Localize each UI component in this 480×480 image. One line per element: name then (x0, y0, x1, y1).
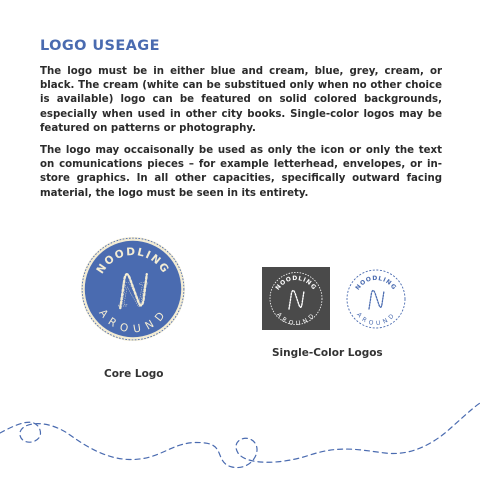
grey-logo-top-text: NOODLING (274, 274, 318, 292)
logo-top-text: NOODLING (94, 245, 172, 277)
page-title: LOGO USEAGE (40, 38, 160, 54)
logo-bottom-text: AROUND (96, 307, 170, 336)
logo-monogram: N (119, 276, 147, 314)
outline-logo-top-text: NOODLING (354, 274, 398, 292)
usage-paragraph-colors: The logo must be in either blue and cream, blue, grey, cream, or black. The cream (white can be substitued only when no other choice is available) logo can be featured on solid colored backgrounds, especially when used in other city books. Single-color logos may be featured on patterns or photography. (40, 66, 442, 134)
noodle-squiggle-decoration (0, 395, 480, 480)
svg-text:NOODLING (354, 275, 398, 292)
grey-logo-bottom-text: AROUND (275, 311, 317, 328)
grey-logo (262, 267, 330, 330)
core-logo-caption: Core Logo (104, 368, 164, 380)
outline-logo-bottom-text: AROUND (355, 311, 397, 328)
svg-text:AROUND (355, 311, 397, 327)
single-color-caption: Single-Color Logos (272, 347, 383, 359)
outline-logo (342, 268, 410, 330)
usage-paragraph-partial: The logo may occaisonally be used as only the icon or only the text on comunications pieces – for example letterhead, envelopes, or in-store graphics. In all other capacities, specifically outward facing material, the logo must be seen in its entirety. (40, 145, 442, 199)
core-logo (80, 236, 186, 342)
